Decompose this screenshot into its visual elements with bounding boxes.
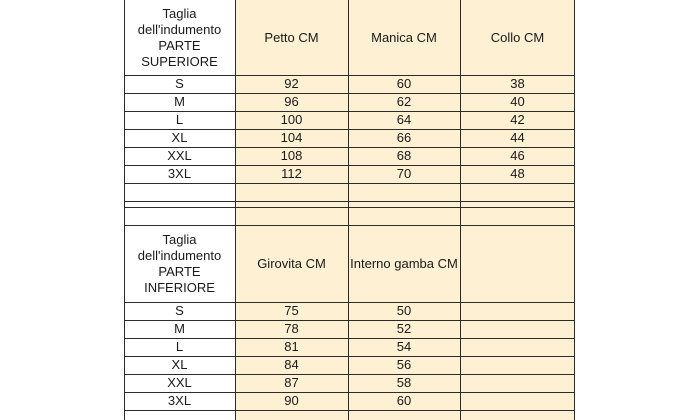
upper-collo-cell: 46: [460, 147, 575, 165]
spacer-cell: [460, 207, 575, 225]
spacer-cell: [348, 183, 460, 201]
grid-row-line: [124, 75, 575, 76]
upper-size-header: Taglia dell'indumento PARTE SUPERIORE: [124, 0, 235, 75]
lower-empty-cell: [460, 374, 575, 392]
upper-petto-cell: 100: [235, 111, 348, 129]
lower-header-girovita: Girovita CM: [235, 225, 348, 302]
upper-manica-cell: 66: [348, 129, 460, 147]
grid-row-line: [124, 302, 575, 303]
upper-header-manica: Manica CM: [348, 0, 460, 75]
lower-empty-cell: [460, 302, 575, 320]
lower-girovita-cell: 75: [235, 302, 348, 320]
upper-petto-cell: 108: [235, 147, 348, 165]
grid-row-line: [124, 356, 575, 357]
upper-collo-cell: 42: [460, 111, 575, 129]
spacer-cell: [235, 183, 348, 201]
grid-column-line: [235, 0, 236, 420]
spacer-cell: [348, 207, 460, 225]
grid-row-line: [124, 165, 575, 166]
upper-manica-cell: 68: [348, 147, 460, 165]
grid-row-line: [124, 320, 575, 321]
upper-manica-cell: 62: [348, 93, 460, 111]
upper-petto-cell: 92: [235, 75, 348, 93]
lower-girovita-cell: 84: [235, 356, 348, 374]
upper-manica-cell: 64: [348, 111, 460, 129]
grid-column-line: [460, 0, 461, 420]
lower-header-interno: Interno gamba CM: [348, 225, 460, 302]
lower-interno-cell: 52: [348, 320, 460, 338]
upper-petto-cell: 104: [235, 129, 348, 147]
lower-empty-cell: [460, 320, 575, 338]
upper-header-petto: Petto CM: [235, 0, 348, 75]
lower-size-cell: XXL: [124, 374, 235, 392]
lower-size-header: Taglia dell'indumento PARTE INFERIORE: [124, 225, 235, 302]
upper-size-cell: XL: [124, 129, 235, 147]
grid-row-line: [124, 225, 575, 226]
upper-collo-cell: 40: [460, 93, 575, 111]
grid-column-line: [348, 0, 349, 420]
upper-collo-cell: 38: [460, 75, 575, 93]
upper-size-cell: M: [124, 93, 235, 111]
upper-petto-cell: 112: [235, 165, 348, 183]
grid-row-line: [124, 410, 575, 411]
grid-row-line: [124, 374, 575, 375]
upper-size-cell: S: [124, 75, 235, 93]
grid-row-line: [124, 93, 575, 94]
spacer-cell: [235, 410, 348, 420]
spacer-cell: [124, 183, 235, 201]
lower-empty-cell: [460, 338, 575, 356]
lower-interno-cell: 60: [348, 392, 460, 410]
spacer-cell: [460, 410, 575, 420]
grid-row-line: [124, 392, 575, 393]
lower-interno-cell: 56: [348, 356, 460, 374]
upper-collo-cell: 48: [460, 165, 575, 183]
lower-girovita-cell: 81: [235, 338, 348, 356]
spacer-cell: [460, 183, 575, 201]
lower-size-cell: XL: [124, 356, 235, 374]
spacer-cell: [348, 410, 460, 420]
upper-manica-cell: 70: [348, 165, 460, 183]
lower-interno-cell: 58: [348, 374, 460, 392]
lower-girovita-cell: 90: [235, 392, 348, 410]
grid-row-line: [124, 201, 575, 202]
spacer-cell: [124, 207, 235, 225]
grid-column-line: [574, 0, 575, 420]
lower-header-empty: [460, 225, 575, 302]
grid-row-line: [124, 183, 575, 184]
upper-header-collo: Collo CM: [460, 0, 575, 75]
upper-collo-cell: 44: [460, 129, 575, 147]
lower-size-cell: M: [124, 320, 235, 338]
upper-petto-cell: 96: [235, 93, 348, 111]
upper-size-cell: L: [124, 111, 235, 129]
lower-interno-cell: 50: [348, 302, 460, 320]
lower-size-cell: S: [124, 302, 235, 320]
spacer-cell: [124, 410, 235, 420]
lower-girovita-cell: 78: [235, 320, 348, 338]
lower-size-cell: L: [124, 338, 235, 356]
lower-empty-cell: [460, 392, 575, 410]
spacer-cell: [235, 207, 348, 225]
grid-row-line: [124, 111, 575, 112]
lower-size-cell: 3XL: [124, 392, 235, 410]
lower-interno-cell: 54: [348, 338, 460, 356]
grid-column-line: [124, 0, 125, 420]
grid-row-line: [124, 338, 575, 339]
size-chart-table: [124, 0, 575, 420]
lower-empty-cell: [460, 356, 575, 374]
grid-row-line: [124, 129, 575, 130]
upper-manica-cell: 60: [348, 75, 460, 93]
upper-size-cell: 3XL: [124, 165, 235, 183]
grid-row-line: [124, 147, 575, 148]
grid-row-line: [124, 207, 575, 208]
lower-girovita-cell: 87: [235, 374, 348, 392]
upper-size-cell: XXL: [124, 147, 235, 165]
